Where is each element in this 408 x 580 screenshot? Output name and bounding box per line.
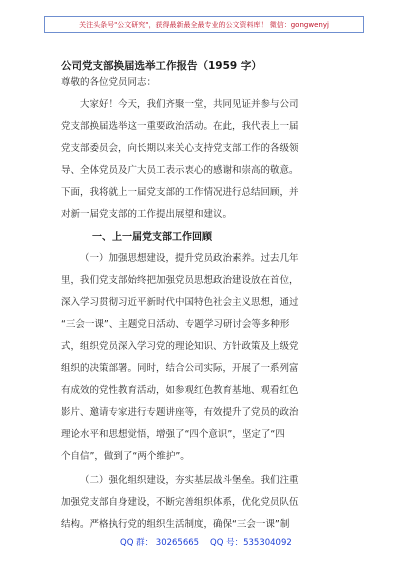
paragraph-line: 里，我们党支部始终把加强党员思想政治建设放在首位，	[61, 275, 299, 286]
salutation-block	[61, 72, 156, 94]
paragraph-line: 个自信”，做到了“两个维护”。	[61, 451, 190, 462]
document-title: 公司党支部换届选举工作报告（1959 字）	[61, 60, 262, 72]
paragraph-line: 组织的决策部署。同时，结合公司实际，开展了一系列富	[61, 363, 299, 374]
footer-qq-group: QQ 群： 30265665	[120, 538, 200, 548]
paragraph-line: （二）强化组织建设，夯实基层战斗堡垒。我们注重	[80, 475, 299, 486]
paragraph-line: （一）加强思想建设，提升党员政治素养。过去几年	[80, 253, 299, 264]
paragraph-ideology	[61, 248, 299, 468]
salutation: 尊敬的各位党员同志：	[61, 77, 157, 88]
intro-line: 党支部委员会，向长期以来关心支持党支部工作的各级领	[61, 143, 299, 154]
section-heading-review: 一、上一届党支部工作回顾	[92, 232, 212, 243]
paragraph-line: 有成效的党性教育活动，如参观红色教育基地、观看红色	[61, 385, 299, 396]
intro-line: 大家好！今天，我们齐聚一堂，共同见证并参与公司	[80, 99, 299, 110]
intro-paragraph	[61, 94, 299, 226]
paragraph-line: 影片、邀请专家进行专题讲座等，有效提升了党员的政治	[61, 407, 299, 418]
paragraph-line: 结构。严格执行党的组织生活制度，确保“三会一课”制	[61, 519, 290, 530]
intro-line: 导、全体党员及广大员工表示衷心的感谢和崇高的敬意。	[61, 165, 299, 176]
paragraph-line: “三会一课”、主题党日活动、专题学习研讨会等多种形	[61, 319, 290, 330]
footer-contact	[0, 536, 408, 550]
paragraph-line: 理论水平和思想觉悟，增强了“四个意识”，坚定了“四	[61, 429, 285, 440]
paragraph-line: 加强党支部自身建设，不断完善组织体系，优化党员队伍	[61, 497, 299, 508]
paragraph-organization	[61, 470, 299, 536]
intro-line: 下面，我将就上一届党支部的工作情况进行总结回顾，并	[61, 187, 299, 198]
header-banner	[44, 16, 364, 33]
footer-qq-number: QQ 号：535304092	[210, 538, 292, 548]
paragraph-line: 深入学习贯彻习近平新时代中国特色社会主义思想，通过	[61, 297, 299, 308]
intro-line: 对新一届党支部的工作提出展望和建议。	[61, 209, 233, 220]
banner-text: 关注头条号"公文研究"，获得最新最全最专业的公文资料库！ 微信：gongwenyj	[79, 20, 329, 29]
intro-line: 党支部换届选举这一重要政治活动。在此，我代表上一届	[61, 121, 299, 132]
paragraph-line: 式，组织党员深入学习党的理论知识、方针政策及上级党	[61, 341, 299, 352]
